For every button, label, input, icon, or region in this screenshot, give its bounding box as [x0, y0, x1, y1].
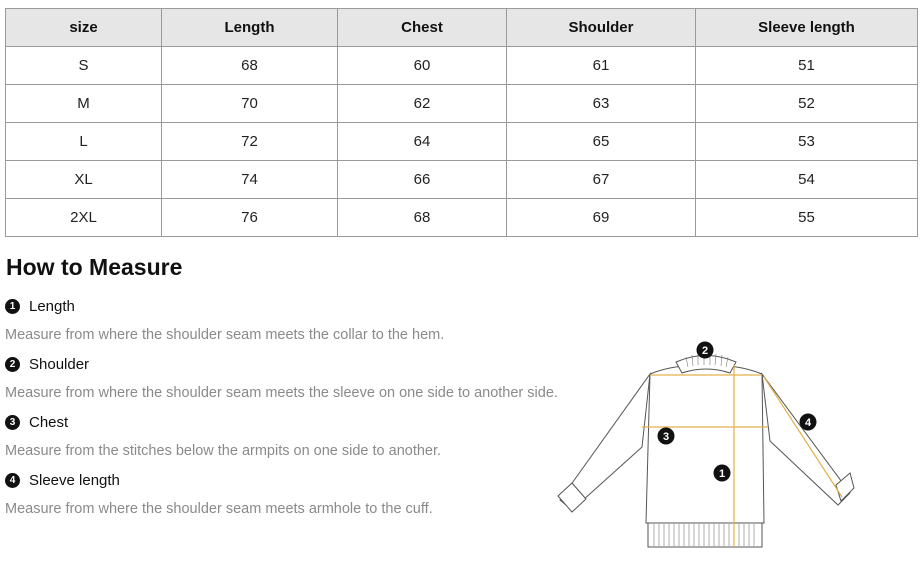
- marker-1-icon: [714, 465, 731, 482]
- measure-item-sleeve-length: [5, 470, 585, 528]
- table-cell: 66: [338, 161, 507, 199]
- measure-label: Shoulder: [29, 355, 90, 373]
- number-badge-icon: 3: [5, 415, 20, 430]
- header-size: size: [6, 9, 162, 47]
- table-cell: 63: [507, 85, 696, 123]
- table-cell: 69: [507, 199, 696, 237]
- table-row: [6, 161, 918, 199]
- measure-description: Measure from where the shoulder seam meets the collar to the hem.: [5, 327, 445, 343]
- table-cell: 53: [696, 123, 918, 161]
- measure-description: Measure from where the shoulder seam meets the sleeve on one side to another side.: [5, 385, 558, 401]
- measure-instructions: [5, 296, 585, 528]
- sweater-diagram: [550, 335, 860, 555]
- header-length: Length: [162, 9, 338, 47]
- table-cell: 2XL: [6, 199, 162, 237]
- measure-description: Measure from where the shoulder seam meets armhole to the cuff.: [5, 501, 433, 517]
- measure-description: Measure from the stitches below the armpits on one side to another.: [5, 443, 442, 459]
- sweater-outline-icon: [558, 356, 854, 548]
- table-cell: 54: [696, 161, 918, 199]
- table-cell: 62: [338, 85, 507, 123]
- number-badge-icon: 1: [5, 299, 20, 314]
- table-cell: 74: [162, 161, 338, 199]
- table-cell: 65: [507, 123, 696, 161]
- marker-1-label: 1: [718, 468, 726, 480]
- table-cell: S: [6, 47, 162, 85]
- table-cell: 68: [162, 47, 338, 85]
- measure-item-length: [5, 296, 585, 354]
- measure-label: Chest: [29, 413, 69, 431]
- table-cell: 55: [696, 199, 918, 237]
- measure-item-chest: [5, 412, 585, 470]
- marker-2-icon: [697, 342, 714, 359]
- marker-2-label: 2: [701, 345, 709, 357]
- table-header-row: [6, 9, 918, 47]
- table-row: [6, 123, 918, 161]
- table-cell: 67: [507, 161, 696, 199]
- table-cell: 76: [162, 199, 338, 237]
- table-cell: 70: [162, 85, 338, 123]
- measure-label: Sleeve length: [29, 471, 120, 489]
- table-cell: 60: [338, 47, 507, 85]
- table-cell: XL: [6, 161, 162, 199]
- header-chest: Chest: [338, 9, 507, 47]
- how-to-measure-title: How to Measure: [6, 254, 183, 280]
- size-chart-table: [5, 8, 918, 237]
- table-row: [6, 85, 918, 123]
- header-sleeve-length: Sleeve length: [696, 9, 918, 47]
- table-row: [6, 199, 918, 237]
- table-cell: 68: [338, 199, 507, 237]
- measure-item-shoulder: [5, 354, 585, 412]
- header-shoulder: Shoulder: [507, 9, 696, 47]
- number-badge-icon: 2: [5, 357, 20, 372]
- table-cell: L: [6, 123, 162, 161]
- marker-3-label: 3: [662, 431, 670, 443]
- table-cell: 51: [696, 47, 918, 85]
- measure-label: Length: [29, 297, 75, 315]
- marker-4-icon: [800, 414, 817, 431]
- table-cell: 52: [696, 85, 918, 123]
- table-cell: 61: [507, 47, 696, 85]
- marker-4-label: 4: [804, 417, 812, 429]
- table-cell: M: [6, 85, 162, 123]
- number-badge-icon: 4: [5, 473, 20, 488]
- table-row: [6, 47, 918, 85]
- table-cell: 72: [162, 123, 338, 161]
- marker-3-icon: [658, 428, 675, 445]
- table-cell: 64: [338, 123, 507, 161]
